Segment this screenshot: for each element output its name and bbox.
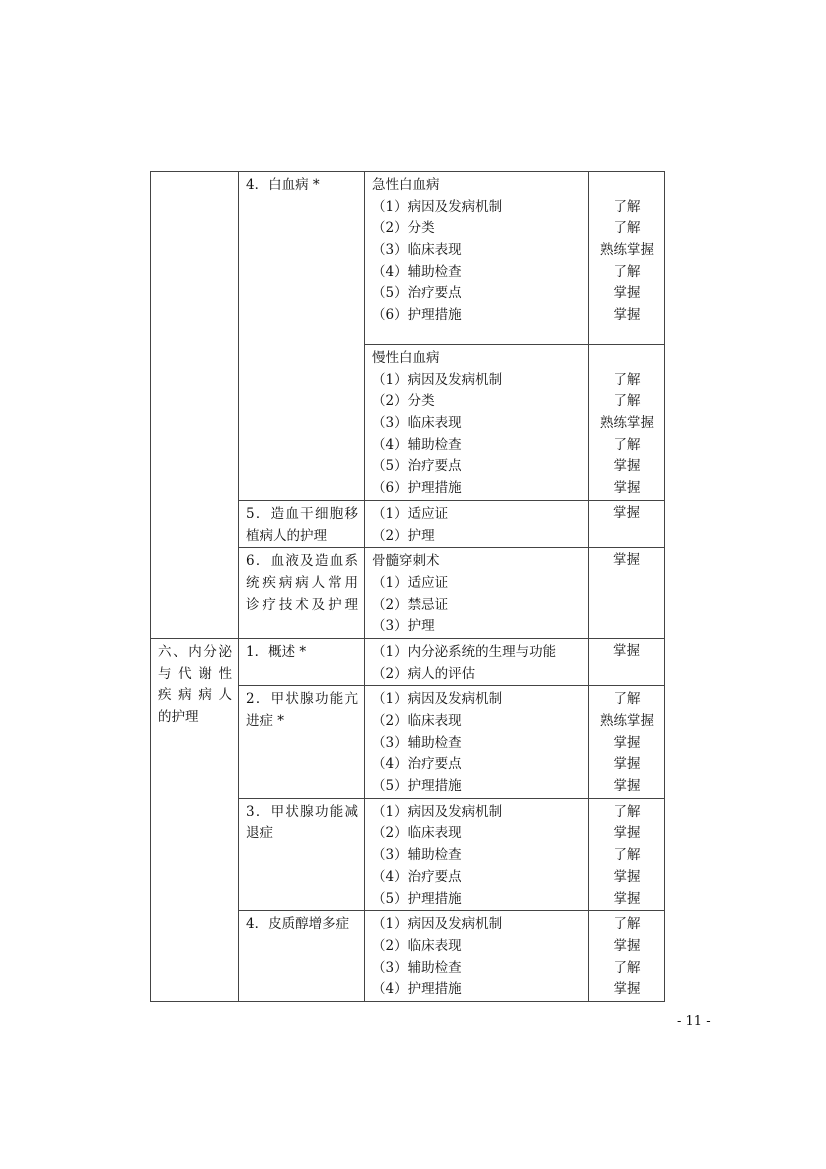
topic-line: 进症 * [246,713,285,729]
page-number: - 11 - [677,1014,711,1029]
content-line: （1）病因及发病机制 [372,371,503,388]
content-line: （1）病因及发病机制 [372,803,503,820]
level-cell: 掌握 [589,500,665,547]
content-line: （4）护理措施 [372,981,462,998]
level-line: 掌握 [613,778,641,795]
content-line: （1）病因及发病机制 [372,916,503,933]
content-line: （2）临床表现 [372,713,462,729]
level-line [596,175,658,197]
content-line: （2）分类 [372,393,435,410]
content-cell [365,638,589,685]
content-line: （1）病因及发病机制 [372,198,503,215]
topic-cell [239,548,365,639]
category-line: 疾 病 病 人 [158,687,232,704]
level-cell [589,686,665,798]
level-line: 了解 [613,436,641,453]
content-line: （4）辅助检查 [372,263,462,280]
content-line: （3）临床表现 [372,242,462,259]
topic-line: 3．甲状腺功能减 [246,803,358,820]
level-line: 了解 [613,959,641,976]
category-cell [151,638,239,1001]
topic-line: 1．概述 * [246,643,307,660]
topic-line: 植病人的护理 [246,527,327,544]
level-line: 了解 [613,847,641,864]
level-line: 熟练掌握 [600,415,654,432]
level-cell [589,798,665,910]
content-line: （1）适应证 [372,505,449,522]
content-heading: 慢性白血病 [372,350,440,366]
content-line: （3）辅助检查 [372,734,462,751]
topic-cell [239,686,365,798]
level-cell [589,172,665,345]
topic-cell [239,911,365,1002]
content-cell [365,798,589,910]
level-line: 了解 [613,803,641,820]
content-line: （2）病人的评估 [372,665,476,682]
content-line: （3）护理 [372,618,435,635]
level-cell: 掌握 [589,548,665,639]
level-line: 了解 [613,916,641,933]
topic-line: 诊疗技术及护理 [246,596,358,613]
category-line: 与 代 谢 性 [158,665,232,682]
content-cell [365,548,589,639]
level-line: 掌握 [613,825,641,842]
level-line: 掌握 [613,756,641,773]
level-line: 掌握 [613,285,641,302]
topic-cell [239,500,365,547]
category-cell-blank [151,172,239,639]
level-cell: 掌握 [589,638,665,685]
level-line: 掌握 [613,981,641,998]
content-heading: 急性白血病 [372,177,440,193]
level-line: 掌握 [613,890,641,907]
content-line: （5）治疗要点 [372,285,462,302]
topic-line: 统疾病病人常用 [246,574,358,591]
content-cell [365,500,589,547]
content-line: （2）禁忌证 [372,596,449,613]
topic-line: 退症 [246,825,273,842]
content-line: （2）分类 [372,220,435,237]
topic-line: 4．白血病 * [246,177,320,193]
topic-line: 6．血液及造血系 [246,553,358,570]
level-line: 掌握 [613,458,641,475]
content-line: （4）治疗要点 [372,756,462,773]
topic-line: 2．甲状腺功能亢 [246,691,358,708]
level-line: 熟练掌握 [600,713,654,729]
level-line: 了解 [613,393,641,410]
level-cell [589,911,665,1002]
level-line: 掌握 [613,937,641,954]
table-row [151,172,665,345]
content-line: （5）治疗要点 [372,458,462,475]
level-line: 了解 [613,198,641,215]
level-line: 掌握 [613,868,641,885]
content-line: （4）治疗要点 [372,868,462,885]
content-heading: 骨髓穿刺术 [372,553,440,570]
content-line: （3）辅助检查 [372,847,462,864]
content-line: （2）临床表现 [372,937,462,954]
content-line: （3）辅助检查 [372,959,462,976]
level-line: 了解 [613,371,641,388]
content-line: （2）临床表现 [372,825,462,842]
level-line: 了解 [613,691,641,708]
level-cell [589,345,665,501]
level-line: 掌握 [613,480,641,497]
content-line: （4）辅助检查 [372,436,462,453]
content-cell [365,345,589,501]
level-line [596,348,658,370]
content-cell [365,911,589,1002]
topic-line: 5．造血干细胞移 [246,505,358,522]
content-cell [365,686,589,798]
topic-cell [239,638,365,685]
level-line: 掌握 [613,307,641,324]
content-line: （3）临床表现 [372,415,462,432]
content-line: （5）护理措施 [372,890,462,907]
content-line: （5）护理措施 [372,778,462,795]
level-line: 了解 [613,220,641,237]
content-line: （2）护理 [372,527,435,544]
level-line: 熟练掌握 [600,242,654,259]
topic-cell [239,172,365,501]
table-row [151,638,665,685]
level-line: 了解 [613,263,641,280]
content-line: （1）病因及发病机制 [372,691,503,708]
content-line: （1）内分泌系统的生理与功能 [372,643,557,660]
category-line: 六、内分泌 [158,643,232,660]
topic-cell [239,798,365,910]
content-line: （6）护理措施 [372,480,462,497]
syllabus-table [150,171,665,1002]
content-cell [365,172,589,345]
content-line: （6）护理措施 [372,307,462,324]
topic-line: 4．皮质醇增多症 [246,916,350,933]
content-line: （1）适应证 [372,574,449,591]
category-line: 的护理 [158,709,199,725]
level-line: 掌握 [613,734,641,751]
